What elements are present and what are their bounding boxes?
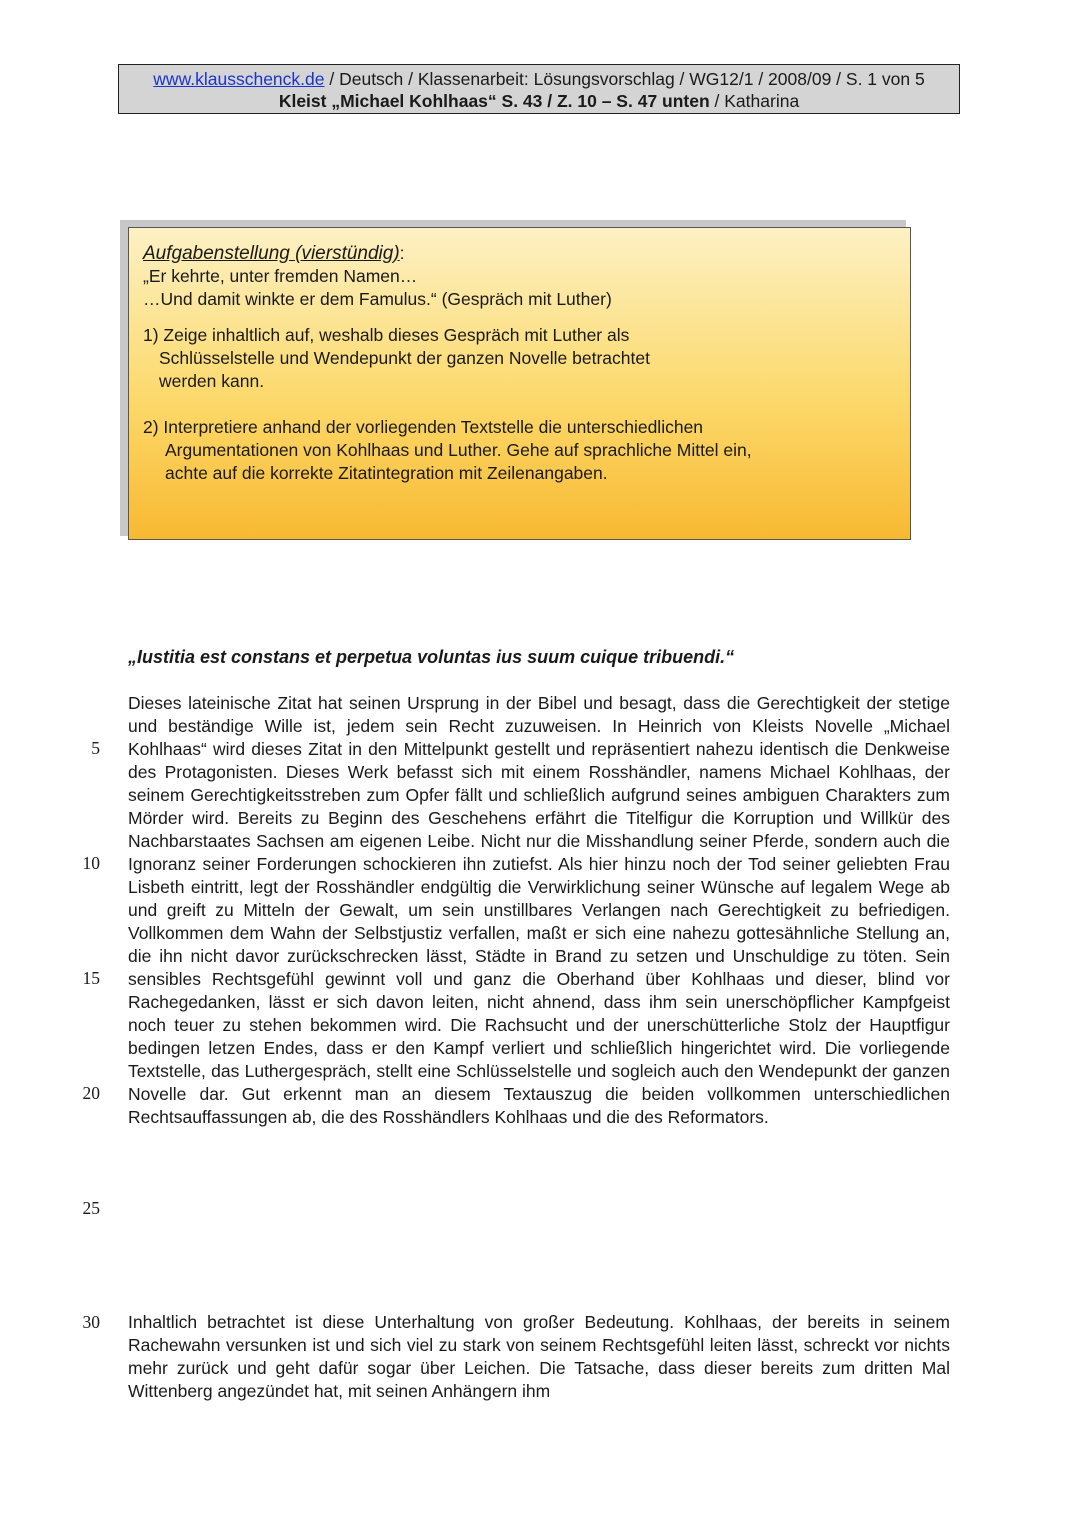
task-title: Aufgabenstellung (vierstündig) <box>143 243 400 264</box>
header-line-2 <box>119 90 959 112</box>
line-number: 20 <box>82 1083 100 1103</box>
line-number: 15 <box>82 968 100 988</box>
header-author: / Katharina <box>709 91 800 111</box>
task-item-2-line: 2) Interpretiere anhand der vorliegenden Textstelle die unterschiedlichen <box>143 417 704 437</box>
task-item-2 <box>143 416 896 485</box>
essay-paragraph-1 <box>128 692 950 1129</box>
task-item-1-line: 1) Zeige inhaltlich auf, weshalb dieses Gespräch mit Luther als <box>143 325 630 345</box>
header-line-1 <box>119 68 959 90</box>
line-number: 10 <box>82 853 100 873</box>
line-number: 5 <box>91 738 100 758</box>
task-item-1-line: werden kann. <box>159 371 265 391</box>
task-item-2-line: Argumentationen von Kohlhaas und Luther. Gehe auf sprachliche Mittel ein, <box>165 440 752 460</box>
header-meta: / Deutsch / Klassenarbeit: Lösungsvorschlag / WG12/1 / 2008/09 / S. 1 von 5 <box>324 69 925 89</box>
task-quote-line-1: „Er kehrte, unter fremden Namen… <box>143 266 418 286</box>
header-title: Kleist „Michael Kohlhaas“ S. 43 / Z. 10 – S. 47 unten <box>278 91 710 111</box>
task-quote-line-2: …Und damit winkte er dem Famulus.“ (Gespräch mit Luther) <box>143 289 612 309</box>
document-header <box>118 64 960 114</box>
essay-paragraph-2 <box>128 1311 950 1403</box>
task-title-colon: : <box>399 243 405 263</box>
task-item-1 <box>143 324 896 393</box>
task-item-1-line: Schlüsselstelle und Wendepunkt der ganzen Novelle betrachtet <box>159 348 650 368</box>
paragraph-text: Dieses lateinische Zitat hat seinen Ursprung in der Bibel und besagt, dass die Gerechtigkeit der stetige und beständige Wille ist, jedem sein Recht zuzuweisen. In Heinrich von Kleists Novelle „Michael Kohlhaas“ wird dieses Zitat in den Mittelpunkt gestellt und repräsentiert nahezu identisch die Denkweise des Protagonisten. Dieses Werk befasst sich mit einem Rosshändler, namens Michael Kohlhaas, der seinem Gerechtigkeitsstreben zum Opfer fällt und schließlich aufgrund seines ambiguen Charakters zum Mörder wird. Bereits zu Beginn des Geschehens erfährt die Titelfigur die Korruption und Willkür des Nachbarstaates Sachsen am eigenen Leibe. Nicht nur die Misshandlung seiner Pferde, sondern auch die Ignoranz seiner Forderungen schockieren ihn zutiefst. Als hier hinzu noch der Tod seiner geliebten Frau Lisbeth eintritt, legt der Rosshändler endgültig die Verwirklichung seiner Wünsche auf legalem Wege ab und greift zu Mitteln der Gewalt, um sein unstillbares Verlangen nach Gerechtigkeit zu befriedigen. Vollkommen dem Wahn der Selbstjustiz verfallen, maßt er sich eine nahezu gottesähnliche Stellung an, die ihn nicht davor zurückschrecken lässt, Städte in Brand zu setzen und Unschuldige zu töten. Sein sensibles Rechtsgefühl gewinnt voll und ganz die Oberhand über Kohlhaas und dieser, blind vor Rachegedanken, lässt er sich davon leiten, nicht ahnend, dass ihm sein unerschöpflicher Kampfgeist noch teuer zu stehen bekommen wird. Die Rachsucht und der unerschütterliche Stolz der Hauptfigur bedingen letzen Endes, dass er den Kampf verliert und schließlich hingerichtet wird. Die vorliegende Textstelle, das Luthergespräch, stellt eine Schlüsselstelle und sogleich auch den Wendepunkt der ganzen Novelle dar. Gut erkennt man an diesem Textauszug die beiden vollkommen unterschiedlichen Rechtsauffassungen ab, die des Rosshändlers Kohlhaas und die des Reformators. <box>128 693 950 1127</box>
paragraph-text: Inhaltlich betrachtet ist diese Unterhaltung von großer Bedeutung. Kohlhaas, der bereits in seinem Rachewahn versunken ist und sich viel zu stark von seinem Rechtsgefühl leiten lässt, schreckt vor nichts mehr zurück und geht dafür sogar über Leichen. Die Tatsache, dass dieser bereits zum dritten Mal Wittenberg angezündet hat, mit seinen Anhängern ihm <box>128 1312 950 1401</box>
website-link[interactable]: www.klausschenck.de <box>153 69 325 89</box>
task-item-2-line: achte auf die korrekte Zitatintegration mit Zeilenangaben. <box>165 463 608 483</box>
line-number: 25 <box>82 1198 100 1218</box>
line-number: 30 <box>82 1312 100 1332</box>
latin-quote: „Iustitia est constans et perpetua voluntas ius suum cuique tribuendi.“ <box>128 647 735 667</box>
task-box <box>128 227 911 540</box>
